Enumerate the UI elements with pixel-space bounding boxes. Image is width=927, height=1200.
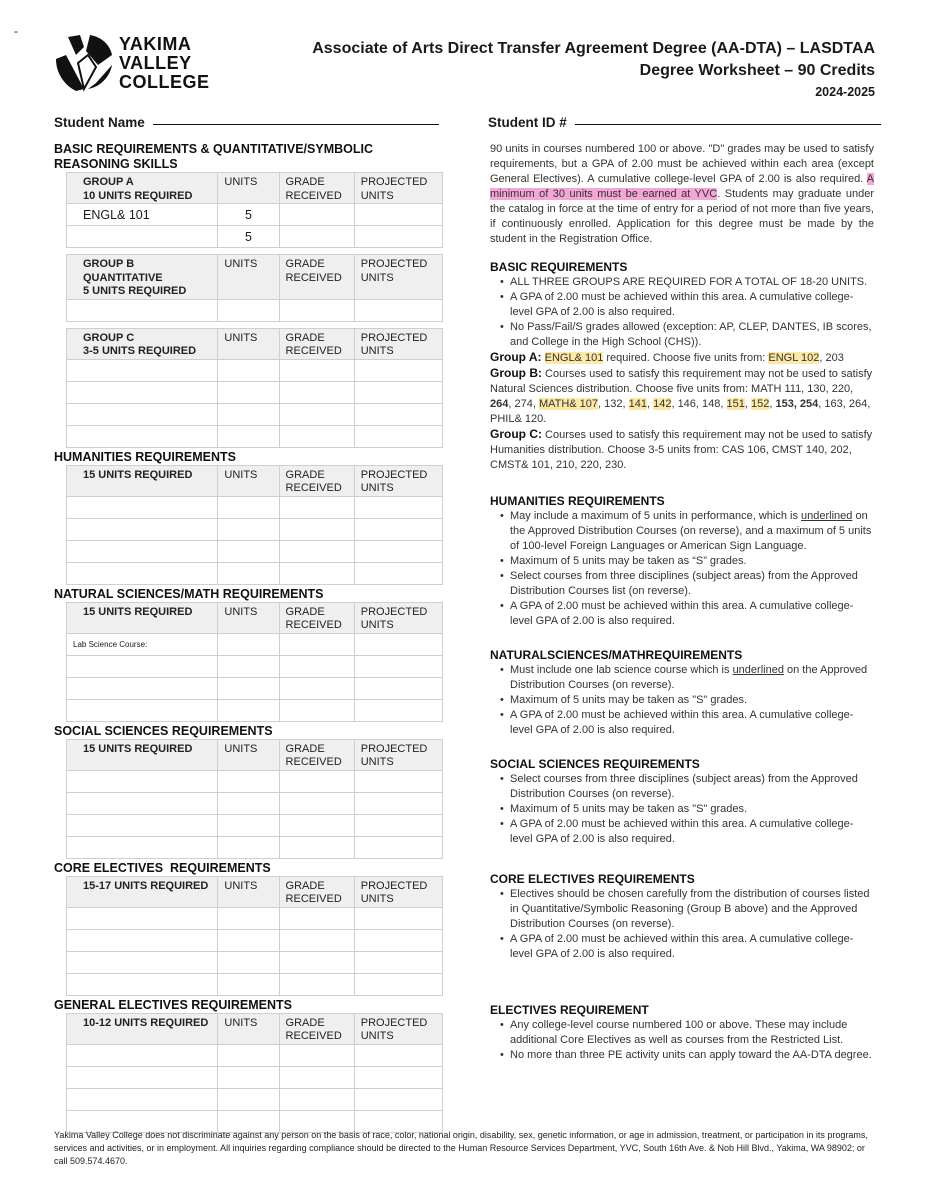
projected-cell[interactable] <box>354 562 442 584</box>
course-cell[interactable] <box>67 562 218 584</box>
grade-header: GRADE RECEIVED <box>279 255 354 300</box>
table-row <box>67 496 443 518</box>
units-header: UNITS <box>218 602 279 633</box>
list-item: • A GPA of 2.00 must be achieved within this area. A cumulative college-level GPA of 2.00 is also required. <box>510 599 874 629</box>
units-cell[interactable] <box>218 1088 279 1110</box>
projected-cell[interactable] <box>354 204 442 226</box>
units-cell[interactable] <box>218 929 279 951</box>
projected-cell[interactable] <box>354 929 442 951</box>
grade-cell[interactable] <box>279 770 354 792</box>
grade-cell[interactable] <box>279 677 354 699</box>
units-cell[interactable] <box>218 562 279 584</box>
table-row <box>67 204 443 226</box>
table-row <box>67 1066 443 1088</box>
core-electives-header: 15-17 UNITS REQUIRED <box>67 876 218 907</box>
natsci-title: NATURALSCIENCES/MATHREQUIREMENTS <box>490 648 743 662</box>
student-id-label: Student ID # <box>488 115 567 130</box>
group-b-note: Group B: Courses used to satisfy this requirement may not be used to satisfy Natural Sciences distribution. Choose five units from: MATH 111, 130, 220, 264, 274, MATH& 107, 132, 141, 142, 146, 148, 151, 152, 153, 254, 163, 264, PHIL& 120. <box>490 366 873 425</box>
list-item: • Maximum of 5 units may be taken as "S" grades. <box>510 802 874 817</box>
projected-header: PROJECTED UNITS <box>354 255 442 300</box>
core-electives-list <box>490 887 874 962</box>
section-title-socsci: SOCIAL SCIENCES REQUIREMENTS <box>54 723 273 738</box>
grade-cell[interactable] <box>279 973 354 995</box>
student-name-input-line[interactable] <box>153 124 439 125</box>
table-row <box>67 359 443 381</box>
units-header: UNITS <box>218 328 279 359</box>
list-item: • Select courses from three disciplines (subject areas) from the Approved Distribution Courses list (on reverse). <box>510 569 874 599</box>
projected-header: PROJECTED UNITS <box>354 1013 442 1044</box>
projected-cell[interactable] <box>354 226 442 248</box>
grade-cell[interactable] <box>279 655 354 677</box>
table-row <box>67 836 443 858</box>
units-header: UNITS <box>218 739 279 770</box>
table-row <box>67 929 443 951</box>
lab-science-cell[interactable]: Lab Science Course: <box>67 633 218 655</box>
units-cell[interactable] <box>218 836 279 858</box>
group-c-header: GROUP C 3-5 UNITS REQUIRED <box>67 328 218 359</box>
grade-cell[interactable] <box>279 381 354 403</box>
units-header: UNITS <box>218 255 279 300</box>
course-cell[interactable] <box>67 1066 218 1088</box>
general-electives-table <box>66 1013 443 1133</box>
projected-header: PROJECTED UNITS <box>354 328 442 359</box>
projected-cell[interactable] <box>354 655 442 677</box>
list-item: • No more than three PE activity units can apply toward the AA-DTA degree. <box>510 1048 874 1063</box>
requirements-text <box>490 142 874 1063</box>
list-item: • No Pass/Fail/S grades allowed (exception: AP, CLEP, DANTES, IB scores, and College in the High School (CHS)). <box>510 320 874 350</box>
group-b-table <box>66 254 443 322</box>
table-row <box>67 226 443 248</box>
socsci-header: 15 UNITS REQUIRED <box>67 739 218 770</box>
projected-cell[interactable] <box>354 770 442 792</box>
table-row <box>67 677 443 699</box>
projected-header: PROJECTED UNITS <box>354 739 442 770</box>
natsci-table <box>66 602 443 722</box>
units-cell[interactable] <box>218 425 279 447</box>
table-row <box>67 973 443 995</box>
projected-cell[interactable] <box>354 973 442 995</box>
units-cell[interactable] <box>218 655 279 677</box>
logo-line-1: YAKIMA <box>119 34 192 54</box>
grade-header: GRADE RECEIVED <box>279 876 354 907</box>
intro-paragraph: 90 units in courses numbered 100 or above. "D" grades may be used to satisfy requirements, but a GPA of 2.00 must be achieved within each area (except General Electives). A cumulative college-level GPA of 2.00 is also required. A minimum of 30 units must be earned at YVC. Students may graduate under the catalog in force at the time of entry for a period of not more than five years, if continuously enrolled. Application for this degree must be made by the student in the Registration Office. <box>490 143 875 245</box>
projected-cell[interactable] <box>354 951 442 973</box>
projected-header: PROJECTED UNITS <box>354 876 442 907</box>
table-row <box>67 655 443 677</box>
projected-cell[interactable] <box>354 907 442 929</box>
table-row <box>67 299 443 321</box>
table-row <box>67 633 443 655</box>
course-cell[interactable] <box>67 540 218 562</box>
section-title-basic: BASIC REQUIREMENTS & QUANTITATIVE/SYMBOLIC REASONING SKILLS <box>54 142 373 171</box>
group-c-table <box>66 328 443 448</box>
course-cell[interactable] <box>67 792 218 814</box>
course-cell[interactable] <box>67 381 218 403</box>
yvc-logo-icon <box>54 33 114 93</box>
yvc-units-highlight: A minimum of 30 units must be earned at YVC <box>490 173 874 200</box>
units-cell[interactable] <box>218 359 279 381</box>
projected-header: PROJECTED UNITS <box>354 173 442 204</box>
grade-cell[interactable] <box>279 1066 354 1088</box>
units-cell[interactable] <box>218 907 279 929</box>
grade-cell[interactable] <box>279 496 354 518</box>
natsci-header: 15 UNITS REQUIRED <box>67 602 218 633</box>
grade-cell[interactable] <box>279 814 354 836</box>
list-item: • A GPA of 2.00 must be achieved within this area. A cumulative college-level GPA of 2.00 is also required. <box>510 932 874 962</box>
grade-header: GRADE RECEIVED <box>279 602 354 633</box>
grade-cell[interactable] <box>279 929 354 951</box>
projected-cell[interactable] <box>354 540 442 562</box>
course-cell[interactable]: ENGL& 101 <box>67 204 218 226</box>
natsci-list <box>490 663 874 738</box>
grade-header: GRADE RECEIVED <box>279 173 354 204</box>
document-title: Associate of Arts Direct Transfer Agreement Degree (AA-DTA) – LASDTAA <box>312 40 875 57</box>
units-header: UNITS <box>218 173 279 204</box>
course-cell[interactable] <box>67 1088 218 1110</box>
course-cell[interactable] <box>67 770 218 792</box>
units-cell[interactable] <box>218 699 279 721</box>
units-cell[interactable] <box>218 1044 279 1066</box>
units-header: UNITS <box>218 1013 279 1044</box>
projected-cell[interactable] <box>354 677 442 699</box>
table-row <box>67 425 443 447</box>
grade-cell[interactable] <box>279 204 354 226</box>
section-title-natsci: NATURAL SCIENCES/MATH REQUIREMENTS <box>54 586 324 601</box>
humanities-table <box>66 465 443 585</box>
course-cell[interactable] <box>67 299 218 321</box>
table-row <box>67 814 443 836</box>
document-title-block <box>312 38 875 102</box>
socsci-list <box>490 772 874 847</box>
section-title-core-electives: CORE ELECTIVES REQUIREMENTS <box>54 860 271 875</box>
list-item: • A GPA of 2.00 must be achieved within this area. A cumulative college-level GPA of 2.00 is also required. <box>510 708 874 738</box>
grade-cell[interactable] <box>279 1044 354 1066</box>
list-item: • May include a maximum of 5 units in performance, which is underlined on the Approved Distribution Courses (on reverse), and a maximum of 5 units of 100-level Foreign Languages or American Sign Language. <box>510 509 874 554</box>
humanities-title: HUMANITIES REQUIREMENTS <box>490 494 665 508</box>
list-item: • Maximum of 5 units may be taken as "S" grades. <box>510 693 874 708</box>
socsci-title: SOCIAL SCIENCES REQUIREMENTS <box>490 757 700 771</box>
projected-cell[interactable] <box>354 699 442 721</box>
table-row <box>67 1044 443 1066</box>
projected-cell[interactable] <box>354 381 442 403</box>
units-cell[interactable] <box>218 496 279 518</box>
grade-cell[interactable] <box>279 951 354 973</box>
projected-cell[interactable] <box>354 403 442 425</box>
grade-cell[interactable] <box>279 699 354 721</box>
basic-requirements-list <box>490 275 874 350</box>
projected-cell[interactable] <box>354 425 442 447</box>
group-a-header: GROUP A 10 UNITS REQUIRED <box>67 173 218 204</box>
student-id-input-line[interactable] <box>575 124 881 125</box>
document-subtitle: Degree Worksheet – 90 Credits <box>639 62 875 79</box>
grade-cell[interactable] <box>279 299 354 321</box>
projected-header: PROJECTED UNITS <box>354 602 442 633</box>
group-a-note: Group A: ENGL& 101 required. Choose five units from: ENGL 102, 203 <box>490 350 844 364</box>
course-cell[interactable] <box>67 907 218 929</box>
course-cell[interactable] <box>67 359 218 381</box>
course-cell[interactable] <box>67 496 218 518</box>
course-cell[interactable] <box>67 677 218 699</box>
table-row <box>67 540 443 562</box>
units-header: UNITS <box>218 465 279 496</box>
table-row <box>67 518 443 540</box>
projected-cell[interactable] <box>354 299 442 321</box>
table-row <box>67 792 443 814</box>
units-cell[interactable] <box>218 677 279 699</box>
list-item: • A GPA of 2.00 must be achieved within this area. A cumulative college-level GPA of 2.00 is also required. <box>510 290 874 320</box>
logo-wordmark <box>119 35 210 92</box>
units-cell[interactable]: 5 <box>218 204 279 226</box>
basic-requirements-title: BASIC REQUIREMENTS <box>490 260 628 274</box>
units-cell[interactable] <box>218 770 279 792</box>
nondiscrimination-footer: Yakima Valley College does not discriminate against any person on the basis of race, color, national origin, disability, sex, genetic information, or age in admission, treatment, or participation in its programs, services and activities, or in employment. All inquiries regarding compliance should be directed to the Human Resource Services Department, YVC, South 16th Ave. & Nob Hill Blvd., Yakima, WA 98902; or call 509.574.4670. <box>54 1130 868 1166</box>
course-cell[interactable] <box>67 425 218 447</box>
projected-cell[interactable] <box>354 792 442 814</box>
grade-header: GRADE RECEIVED <box>279 1013 354 1044</box>
units-cell[interactable] <box>218 381 279 403</box>
academic-year: 2024-2025 <box>815 85 875 99</box>
course-cell[interactable] <box>67 951 218 973</box>
table-row <box>67 699 443 721</box>
table-row <box>67 951 443 973</box>
course-cell[interactable] <box>67 929 218 951</box>
grade-header: GRADE RECEIVED <box>279 328 354 359</box>
units-cell[interactable] <box>218 1066 279 1088</box>
electives-list <box>490 1018 874 1063</box>
group-c-note: Group C: Courses used to satisfy this requirement may not be used to satisfy Humanities distribution. Choose 3-5 units from: CAS 106, CMST 140, 202, CMST& 101, 210, 220, 230. <box>490 427 873 471</box>
grade-cell[interactable] <box>279 403 354 425</box>
course-cell[interactable] <box>67 973 218 995</box>
list-item: • ALL THREE GROUPS ARE REQUIRED FOR A TOTAL OF 18-20 UNITS. <box>510 275 874 290</box>
course-cell[interactable] <box>67 699 218 721</box>
grade-cell[interactable] <box>279 907 354 929</box>
units-cell[interactable] <box>218 792 279 814</box>
projected-cell[interactable] <box>354 359 442 381</box>
page-marker: - <box>14 24 18 38</box>
projected-cell[interactable] <box>354 633 442 655</box>
grade-cell[interactable] <box>279 425 354 447</box>
table-row <box>67 770 443 792</box>
units-cell[interactable] <box>218 518 279 540</box>
projected-cell[interactable] <box>354 1066 442 1088</box>
projected-cell[interactable] <box>354 518 442 540</box>
group-b-header: GROUP B QUANTITATIVE 5 UNITS REQUIRED <box>67 255 218 300</box>
list-item: • Select courses from three disciplines (subject areas) from the Approved Distribution Courses (on reverse). <box>510 772 874 802</box>
electives-title: ELECTIVES REQUIREMENT <box>490 1003 649 1017</box>
grade-cell[interactable] <box>279 540 354 562</box>
college-logo <box>54 33 210 93</box>
units-cell[interactable] <box>218 540 279 562</box>
units-cell[interactable] <box>218 951 279 973</box>
course-cell[interactable] <box>67 518 218 540</box>
logo-line-3: COLLEGE <box>119 72 210 92</box>
course-cell[interactable] <box>67 655 218 677</box>
list-item: • Must include one lab science course which is underlined on the Approved Distribution Courses (on reverse). <box>510 663 874 693</box>
units-cell[interactable] <box>218 633 279 655</box>
projected-cell[interactable] <box>354 496 442 518</box>
grade-header: GRADE RECEIVED <box>279 739 354 770</box>
worksheet-tables <box>54 142 446 1133</box>
list-item: • Electives should be chosen carefully from the distribution of courses listed in Quantitative/Symbolic Reasoning (Group B above) and the Approved Distribution Courses (on reverse). <box>510 887 874 932</box>
projected-cell[interactable] <box>354 836 442 858</box>
section-title-general-electives: GENERAL ELECTIVES REQUIREMENTS <box>54 997 292 1012</box>
table-row <box>67 403 443 425</box>
course-cell[interactable] <box>67 1044 218 1066</box>
table-row <box>67 907 443 929</box>
group-a-table <box>66 172 443 248</box>
humanities-header: 15 UNITS REQUIRED <box>67 465 218 496</box>
units-cell[interactable] <box>218 814 279 836</box>
projected-header: PROJECTED UNITS <box>354 465 442 496</box>
projected-cell[interactable] <box>354 1088 442 1110</box>
general-electives-header: 10-12 UNITS REQUIRED <box>67 1013 218 1044</box>
grade-header: GRADE RECEIVED <box>279 465 354 496</box>
list-item: • Any college-level course numbered 100 or above. These may include additional Core Electives as well as courses from the Restricted List. <box>510 1018 874 1048</box>
section-title-humanities: HUMANITIES REQUIREMENTS <box>54 449 236 464</box>
grade-cell[interactable] <box>279 1088 354 1110</box>
student-name-label: Student Name <box>54 115 145 130</box>
socsci-table <box>66 739 443 859</box>
projected-cell[interactable] <box>354 814 442 836</box>
list-item: • Maximum of 5 units may be taken as “S” grades. <box>510 554 874 569</box>
core-electives-table <box>66 876 443 996</box>
student-id-field[interactable] <box>488 115 881 130</box>
units-cell[interactable]: 5 <box>218 226 279 248</box>
table-row <box>67 381 443 403</box>
units-cell[interactable] <box>218 403 279 425</box>
student-name-field[interactable] <box>54 115 439 130</box>
logo-line-2: VALLEY <box>119 53 192 73</box>
grade-cell[interactable] <box>279 226 354 248</box>
list-item: • A GPA of 2.00 must be achieved within this area. A cumulative college-level GPA of 2.00 is also required. <box>510 817 874 847</box>
units-cell[interactable] <box>218 299 279 321</box>
units-header: UNITS <box>218 876 279 907</box>
humanities-list <box>490 509 874 629</box>
course-cell[interactable] <box>67 814 218 836</box>
course-cell[interactable] <box>67 836 218 858</box>
grade-cell[interactable] <box>279 359 354 381</box>
units-cell[interactable] <box>218 973 279 995</box>
grade-cell[interactable] <box>279 836 354 858</box>
grade-cell[interactable] <box>279 562 354 584</box>
core-electives-title: CORE ELECTIVES REQUIREMENTS <box>490 872 695 886</box>
table-row <box>67 1088 443 1110</box>
table-row <box>67 562 443 584</box>
grade-cell[interactable] <box>279 633 354 655</box>
grade-cell[interactable] <box>279 792 354 814</box>
course-cell[interactable] <box>67 226 218 248</box>
grade-cell[interactable] <box>279 518 354 540</box>
course-cell[interactable] <box>67 403 218 425</box>
projected-cell[interactable] <box>354 1044 442 1066</box>
